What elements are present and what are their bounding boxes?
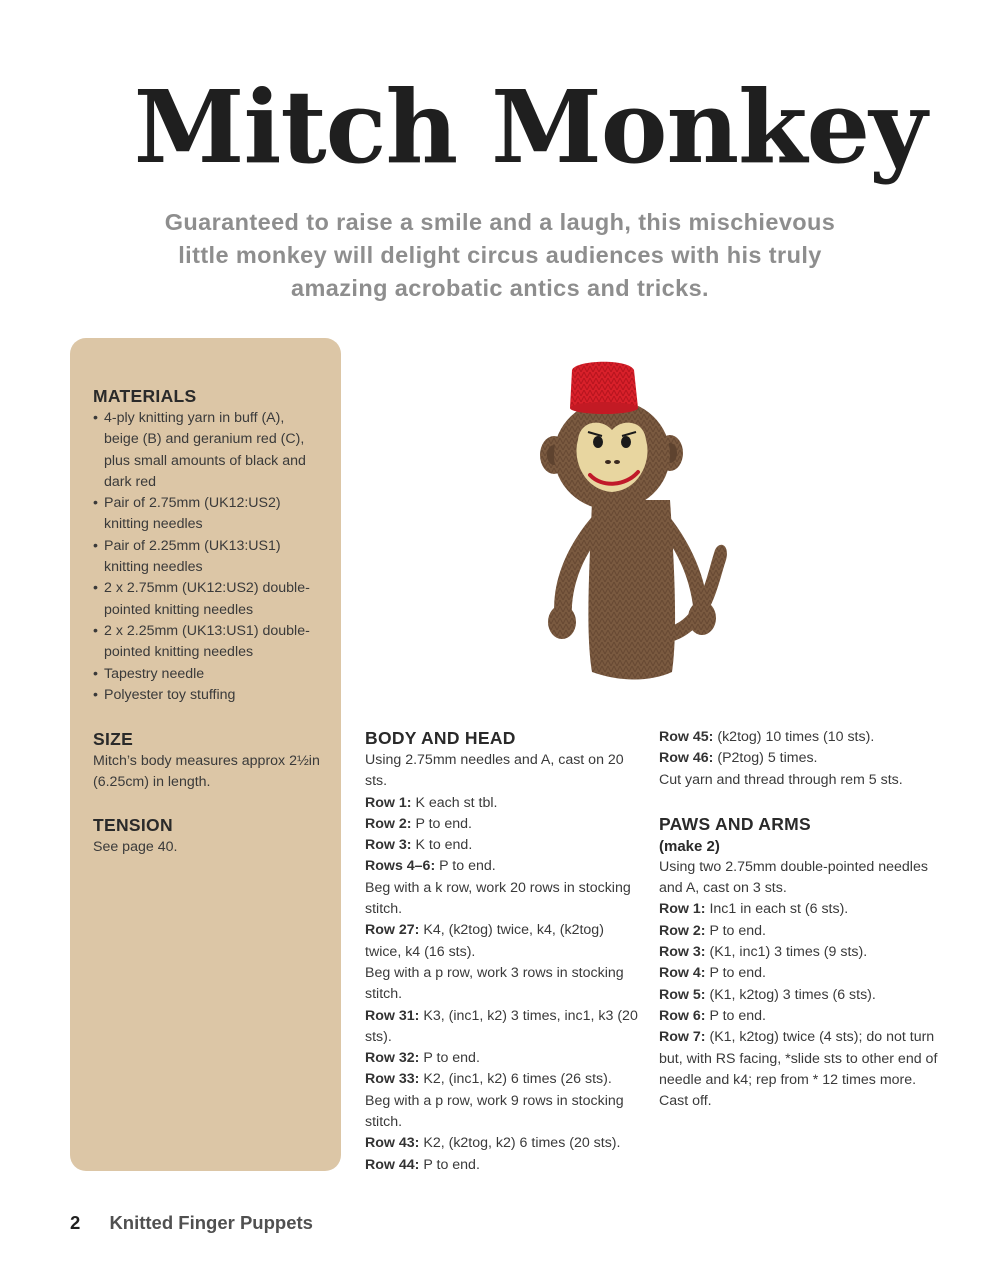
row-text: Inc1 in each st (6 sts). xyxy=(709,901,849,918)
body-and-head-section xyxy=(365,726,640,1176)
instruction-line xyxy=(659,770,939,791)
instruction-line xyxy=(659,963,939,984)
materials-sidebar xyxy=(70,338,341,1171)
instruction-line xyxy=(659,942,939,963)
tension-heading: TENSION xyxy=(93,814,173,835)
list-item: • 2 x 2.25mm (UK13:US1) double-pointed knitting needles xyxy=(93,621,318,664)
instruction-line xyxy=(659,899,939,920)
instruction-line xyxy=(365,920,640,963)
row-text: P to end. xyxy=(439,858,496,875)
row-label: Row 43: xyxy=(365,1135,420,1152)
size-text: Mitch’s body measures approx 2½in (6.25cm) in length. xyxy=(93,753,320,791)
instruction-line xyxy=(365,878,640,921)
row-label: Row 4: xyxy=(659,965,706,982)
tension-text: See page 40. xyxy=(93,838,178,855)
list-item: • Tapestry needle xyxy=(93,664,318,685)
row-text: K to end. xyxy=(415,837,473,854)
row-label: Row 1: xyxy=(365,794,412,811)
page-title: Mitch Monkey xyxy=(133,68,927,186)
page-number: 2 xyxy=(70,1212,81,1233)
row-text: (K1, k2tog) 3 times (6 sts). xyxy=(709,986,876,1003)
row-text: K2, (k2tog, k2) 6 times (20 sts). xyxy=(423,1135,621,1152)
instruction-line xyxy=(365,793,640,814)
row-label: Row 27: xyxy=(365,922,420,939)
row-text: (k2tog) 10 times (10 sts). xyxy=(717,729,875,745)
instruction-line xyxy=(659,1027,939,1112)
row-text: K3, (inc1, k2) 3 times, inc1, k3 (20 sts). xyxy=(365,1007,638,1045)
row-text: P to end. xyxy=(709,965,767,982)
intro-line: amazing acrobatic antics and tricks. xyxy=(291,275,709,301)
instruction-line xyxy=(659,921,939,942)
row-text: Beg with a p row, work 9 rows in stocking stitch. xyxy=(365,1092,624,1131)
size-heading: SIZE xyxy=(93,729,134,750)
row-text: P to end. xyxy=(423,1156,480,1173)
instruction-line xyxy=(365,835,640,856)
row-label: Row 46: xyxy=(659,750,714,767)
intro-line: little monkey will delight circus audiences with his truly xyxy=(178,242,822,268)
row-text: Using two 2.75mm double-pointed needles and A, cast on 3 sts. xyxy=(659,858,928,897)
list-item: • Pair of 2.25mm (UK13:US1) knitting needles xyxy=(93,536,318,579)
second-column xyxy=(659,726,939,1112)
instruction-line xyxy=(659,857,939,900)
instruction-line xyxy=(365,963,640,1006)
list-item: • Polyester toy stuffing xyxy=(93,685,318,706)
instruction-line xyxy=(365,750,640,793)
row-text: P to end. xyxy=(423,1050,480,1067)
row-label: Row 44: xyxy=(365,1156,420,1173)
row-label: Row 31: xyxy=(365,1007,420,1024)
body-and-head-continued xyxy=(659,727,939,791)
instruction-line xyxy=(365,1091,640,1134)
row-text: (K1, k2tog) twice (4 sts); do not turn but, with RS facing, *slide sts to other end of needle and k4; rep from * 12 times more. Cast off. xyxy=(659,1029,938,1110)
instruction-line xyxy=(365,1069,640,1090)
row-text: K each st tbl. xyxy=(415,794,498,811)
row-text: Using 2.75mm needles and A, cast on 20 sts. xyxy=(365,752,624,790)
row-text: Cut yarn and thread through rem 5 sts. xyxy=(659,771,903,788)
instruction-line xyxy=(365,856,640,877)
instruction-line xyxy=(659,727,939,748)
monkey-puppet-photo xyxy=(530,360,750,690)
materials-heading: MATERIALS xyxy=(93,386,197,406)
row-label: Row 3: xyxy=(365,837,412,854)
row-text: P to end. xyxy=(709,922,767,939)
paws-and-arms-lines xyxy=(659,857,939,1113)
row-label: Row 33: xyxy=(365,1071,420,1088)
row-label: Row 1: xyxy=(659,901,706,918)
intro-line: Guaranteed to raise a smile and a laugh, this mischievous xyxy=(164,209,836,235)
body-and-head-heading: BODY AND HEAD xyxy=(365,728,516,748)
row-text: K4, (k2tog) twice, k4, (k2tog) twice, k4 (16 sts). xyxy=(365,922,604,960)
instruction-line xyxy=(365,1133,640,1154)
row-text: Beg with a p row, work 3 rows in stocking stitch. xyxy=(365,964,624,1003)
instruction-line xyxy=(659,1006,939,1027)
row-label: Row 7: xyxy=(659,1029,706,1046)
intro-text xyxy=(140,206,860,305)
instruction-line xyxy=(659,748,939,769)
list-item: • 4-ply knitting yarn in buff (A), beige (B) and geranium red (C), plus small amounts of black and dark red xyxy=(93,408,318,493)
row-label: Row 2: xyxy=(659,922,706,939)
row-text: P to end. xyxy=(709,1007,767,1024)
row-label: Row 45: xyxy=(659,729,714,745)
materials-list xyxy=(93,408,318,706)
row-label: Row 32: xyxy=(365,1050,420,1067)
list-item: • Pair of 2.75mm (UK12:US2) knitting needles xyxy=(93,493,318,536)
row-label: Row 2: xyxy=(365,815,412,832)
page-footer xyxy=(70,1212,313,1234)
instruction-line xyxy=(365,1155,640,1176)
instruction-line xyxy=(659,985,939,1006)
row-text: Beg with a k row, work 20 rows in stocking stitch. xyxy=(365,879,631,918)
body-and-head-lines xyxy=(365,750,640,1176)
paws-and-arms-heading: PAWS AND ARMS xyxy=(659,813,812,834)
row-label: Row 6: xyxy=(659,1007,706,1024)
instruction-line xyxy=(365,814,640,835)
row-label: Rows 4–6: xyxy=(365,858,436,875)
row-text: (K1, inc1) 3 times (9 sts). xyxy=(709,944,868,961)
row-text: (P2tog) 5 times. xyxy=(717,750,818,767)
instruction-line xyxy=(365,1048,640,1069)
row-label: Row 5: xyxy=(659,986,706,1003)
instruction-line xyxy=(365,1006,640,1049)
paws-and-arms-subheading: (make 2) xyxy=(659,837,720,855)
list-item: • 2 x 2.75mm (UK12:US2) double-pointed knitting needles xyxy=(93,578,318,621)
row-label: Row 3: xyxy=(659,944,706,961)
row-text: P to end. xyxy=(415,815,473,832)
row-text: K2, (inc1, k2) 6 times (26 sts). xyxy=(423,1071,612,1088)
book-title: Knitted Finger Puppets xyxy=(109,1212,313,1233)
